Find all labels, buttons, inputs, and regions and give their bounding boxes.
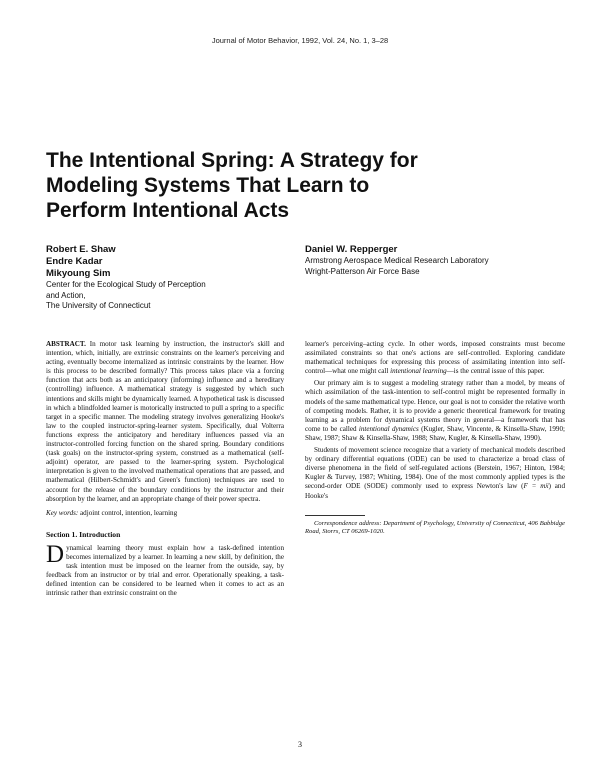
body-text: learner's perceiving–acting cycle. In other words, imposed constraints must become assimilated constraints so that one's actions are self-controlled. Exploring candidate mathematical techniques for expressing this process of assimilating intention into self-control—what one might call (305, 340, 565, 376)
abstract-text: In motor task learning by instruction, the instructor's skill and intention, which, initially, are extrinsic constraints on the learner's perceiving and acting, eventually become internalized as intrinsic constraints by the learner. How is this process to be described formally? This process takes place via a forcing function that acts both as an anticipatory (informing) influence and a hereditary (controlling) influence. A mathematical strategy is suggested by which such intentions and skills might be dynamically learned. A hypothetical task is discussed in which a blindfolded learner is motorically instructed to pull a spring to a specific target in a specific manner. The modeling strategy involves generalizing Hooke's law to the coupled instructor-spring-learner system. Specifically, dual Volterra functions express the anticipatory and hereditary influences passed via an instructor-controlled forcing function on the shared spring. Boundary conditions (task goals) on the instructor-spring system, construed as a mathematical (self-adjoint) operator, are passed to the learner-spring system. Psychological interpretation is given to the involved mathematical operations that are passed, and mathematical (Hilbert-Schmidt's and Green's function) techniques are used to account for the release of the boundary conditions by the instructor and their absorption by the learner, and an appropriate change of their power spectra. (46, 340, 284, 503)
section-heading: Section 1. Introduction (46, 529, 121, 539)
intro-text: ynamical learning theory must explain how a task-defined intention becomes internalized by a learner. In learning a new skill, by definition, the task intention must be imposed on the learner from the outside, say, by feedback from an instructor or by trial and error. Operationally speaking, a task-defined intention can be considered to be learned when it comes to act as an intrinsic rather than extrinsic constraint on the (46, 543, 284, 598)
author-name: Mikyoung Sim (46, 268, 111, 279)
abstract-label: ABSTRACT. (46, 340, 86, 348)
abstract (46, 340, 284, 504)
article-title (46, 148, 566, 223)
correspondence-footnote (305, 520, 565, 537)
body-text: ) and Hooke's (305, 482, 565, 500)
author-block-left (46, 244, 296, 312)
keywords (46, 509, 284, 518)
equation: F = mẍ (523, 482, 549, 491)
title-line: The Intentional Spring: A Strategy for (46, 149, 418, 172)
drop-cap: D (46, 540, 65, 568)
body-paragraph (305, 340, 565, 376)
body-paragraph (305, 379, 565, 443)
footnote-label: Correspondence address: (314, 519, 382, 527)
body-text: —is the central issue of this paper. (446, 367, 545, 376)
author-affiliation: The University of Connecticut (46, 301, 151, 310)
footnote-divider (305, 515, 365, 516)
author-affiliation: and Action, (46, 290, 86, 300)
body-text: Students of movement science recognize that a variety of mechanical models described by ordinary differential equations (ODE) can be used to characterize a broad class of diverse phenomena in the field of self-regulated actions (Berstein, 1967; Hinton, 1984; Kugler & Turvey, 1987; Whiting, 1984). One of the most commonly applied types is the second-order ODE (SODE) commonly used to express Newton's law ( (305, 446, 565, 491)
intro-paragraph (46, 540, 284, 599)
author-name: Endre Kadar (46, 256, 103, 267)
title-line: Modeling Systems That Learn to (46, 174, 370, 197)
right-column (305, 340, 565, 536)
author-affiliation: Center for the Ecological Study of Perception (46, 280, 206, 289)
emphasis: intentional learning (390, 367, 447, 376)
body-text: Our primary aim is to suggest a modeling strategy rather than a model, by means of which assimilation of the task-intention to self-control might be represented formally in models of the same mathematical type. Hence, our goal is not to consider the relative worth of competing models. Rather, it is to provide a generic theoretical framework for treating learning as a problem for dynamical systems theory in general—a framework that has come to be called (305, 379, 565, 433)
author-affiliation: Armstrong Aerospace Medical Research Laboratory (305, 256, 489, 265)
author-name: Robert E. Shaw (46, 244, 116, 255)
left-column (46, 340, 284, 598)
body-paragraph (305, 446, 565, 501)
body-text: (Kugler, Shaw, Vincente, & Kinsella-Shaw, 1990; Shaw, 1987; Shaw & Kinsella-Shaw, 1988; Shaw, Kugler, & Kinsella-Shaw, 1990). (305, 424, 565, 442)
page-number: 3 (298, 740, 302, 749)
author-block-right (305, 244, 565, 277)
keywords-label: Key words: (46, 508, 79, 517)
author-affiliation: Wright-Patterson Air Force Base (305, 266, 420, 276)
running-head: Journal of Motor Behavior, 1992, Vol. 24, No. 1, 3–28 (211, 36, 389, 45)
footnote-text: Department of Psychology, University of Connecticut, 406 Babbidge Road, Storrs, CT 06269-1020. (305, 519, 565, 535)
author-name: Daniel W. Repperger (305, 244, 398, 255)
emphasis: intentional dynamics (358, 424, 419, 433)
title-line: Perform Intentional Acts (46, 199, 290, 222)
keywords-text: adjoint control, intention, learning (78, 508, 178, 517)
